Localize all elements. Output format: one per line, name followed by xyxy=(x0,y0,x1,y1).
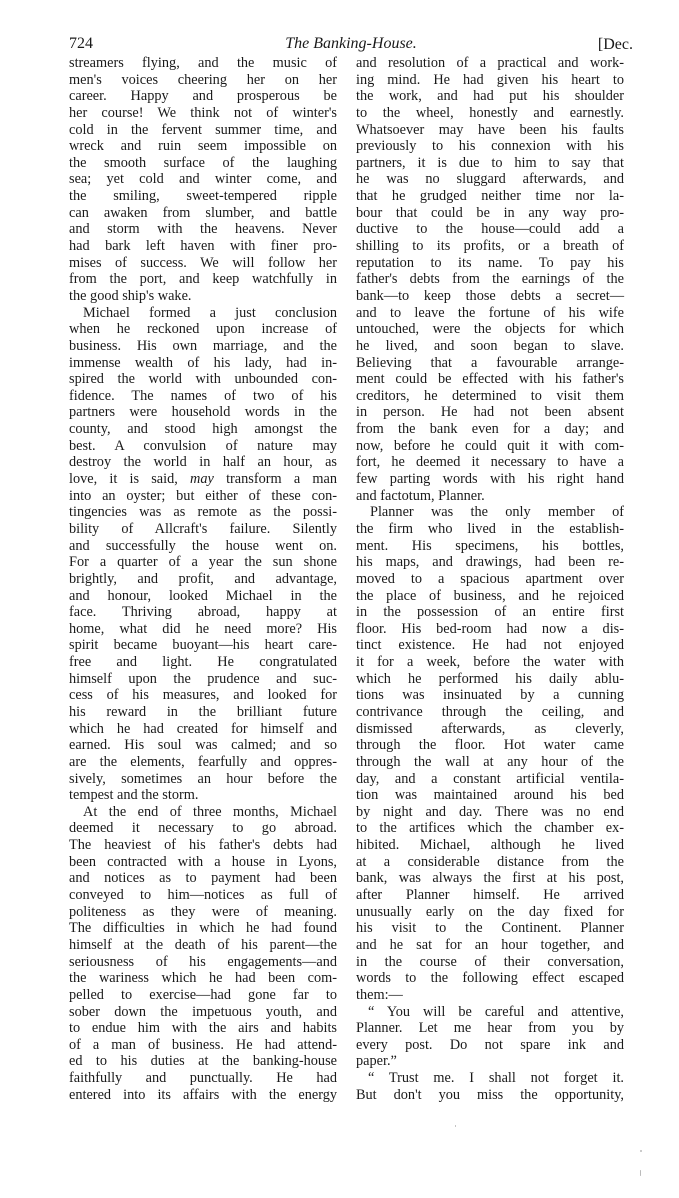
text-line: bility of Allcraft's failure. Silently xyxy=(69,520,337,537)
text-line: and resolution of a practical and work- xyxy=(356,55,624,71)
text-line: bour that could be in any way pro- xyxy=(356,204,624,221)
text-line: career. Happy and prosperous be xyxy=(69,88,337,105)
text-line: words to the following effect escaped xyxy=(356,970,624,987)
text-line: and factotum, Planner. xyxy=(356,487,485,504)
text-line: For a quarter of a year the sun shone xyxy=(69,554,337,571)
text-line: the good ship's wake. xyxy=(69,287,192,304)
text-line: cess of his measures, and looked for xyxy=(69,687,337,704)
text-line: immense wealth of his lady, had in- xyxy=(69,354,337,371)
paper-speck xyxy=(640,1170,641,1176)
running-head xyxy=(69,34,633,54)
text-line: the firm who lived in the establish- xyxy=(356,520,624,537)
text-line: and storm with the heavens. Never xyxy=(69,221,337,238)
text-line: men's voices cheering her on her xyxy=(69,71,337,88)
text-line: The heaviest of his father's debts had xyxy=(69,837,337,854)
text-line: county, and stood high amongst the xyxy=(69,421,337,438)
text-line: them:— xyxy=(356,986,403,1003)
text-line: her course! We think not of winter's xyxy=(69,104,337,121)
text-line: ed to his duties at the banking-house xyxy=(69,1053,337,1070)
text-line: the place of business, and he rejoiced xyxy=(356,587,624,604)
text-line: to the artifices which the chamber ex- xyxy=(356,820,624,837)
text-line: his reward in the brilliant future xyxy=(69,703,337,720)
text-line: entered into its affairs with the energy xyxy=(69,1086,337,1103)
text-line: fort, he deemed it necessary to have a xyxy=(356,454,624,471)
text-line: been contracted with a house in Lyons, xyxy=(69,853,337,870)
text-line: free and light. He congratulated xyxy=(69,654,337,671)
text-line: Planner was the only member of xyxy=(370,504,624,521)
emphasis-word: may xyxy=(190,471,214,488)
text-line: tinct existence. He had not enjoyed xyxy=(356,637,624,654)
text-line: when he reckoned upon increase of xyxy=(69,321,337,338)
text-line: and successfully the house went on. xyxy=(69,537,337,554)
text-line: reputation to its name. To pay his xyxy=(356,254,624,271)
text-line: of a man of business. He had attend- xyxy=(69,1036,337,1053)
text-line: into an oyster; but either of these con- xyxy=(69,487,337,504)
text-line: pelled to exercise—had gone far to xyxy=(69,986,337,1003)
text-line: in person. He had not been absent xyxy=(356,404,624,421)
text-line: contrivance through the ceiling, and xyxy=(356,703,624,720)
paper-speck xyxy=(455,1125,456,1127)
text-line: deemed it necessary to go abroad. xyxy=(69,820,337,837)
text-line: Michael formed a just conclusion xyxy=(83,304,337,321)
text-line: paper.” xyxy=(356,1053,397,1070)
text-line: bank, was always the first at his post, xyxy=(356,870,624,887)
text-line: spired the world with unbounded con- xyxy=(69,371,337,388)
right-text-column xyxy=(356,55,624,1103)
text-line: the wariness which he had been com- xyxy=(69,970,337,987)
text-line: spirit became buoyant—his heart care- xyxy=(69,637,337,654)
text-line: after Planner himself. He arrived xyxy=(356,887,624,904)
text-line: seriousness of his engagements—and xyxy=(69,953,337,970)
text-line: sively, sometimes an hour before the xyxy=(69,770,337,787)
text-line: ment. His specimens, his bottles, xyxy=(356,537,624,554)
text-line: in the course of their conversation, xyxy=(356,953,624,970)
text-line: shilling to its profits, or a breath of xyxy=(356,238,624,255)
text-line: moved to a spacious apartment over xyxy=(356,570,624,587)
text-line: now, before he could quit it with com- xyxy=(356,437,624,454)
page-number: 724 xyxy=(69,35,93,52)
text-line: few parting words with his right hand xyxy=(356,471,624,488)
text-line: mises of success. We will follow her xyxy=(69,254,337,271)
text-line: and honour, looked Michael in the xyxy=(69,587,337,604)
text-line: had bark left haven with finer pro- xyxy=(69,238,337,255)
text-line: Believing that a favourable arrange- xyxy=(356,354,624,371)
text-line: The difficulties in which he had found xyxy=(69,920,337,937)
running-month: [Dec. xyxy=(597,36,633,53)
text-line: At the end of three months, Michael xyxy=(83,803,337,820)
text-line: Whatsoever may have been his faults xyxy=(356,121,624,138)
text-line: himself at the death of his parent—the xyxy=(69,936,337,953)
left-text-column xyxy=(69,55,337,1103)
text-line: himself upon the prudence and suc- xyxy=(69,670,337,687)
text-line: by night and day. There was no end xyxy=(356,803,624,820)
paper-speck xyxy=(640,1150,642,1152)
text-line: through the floor. Hot water came xyxy=(356,737,624,754)
text-line: and he sat for an hour together, and xyxy=(356,936,624,953)
text-line: tempest and the storm. xyxy=(69,787,199,804)
text-line: conveyed to him—notices as full of xyxy=(69,887,337,904)
text-line: to endue him with the airs and habits xyxy=(69,1020,337,1037)
text-line: streamers flying, and the music of xyxy=(69,55,337,71)
text-line: brightly, and profit, and advantage, xyxy=(69,570,337,587)
text-line: love, it is said, may transform a man xyxy=(69,471,337,488)
text-line: to the wheel, honestly and earnestly. xyxy=(356,104,624,121)
text-line: politeness as they were of meaning. xyxy=(69,903,337,920)
text-line: and notices as to payment had been xyxy=(69,870,337,887)
text-line: in the possession of an entire first xyxy=(356,604,624,621)
text-line: through the wall at any hour of the xyxy=(356,753,624,770)
text-line: which he performed his daily ablu- xyxy=(356,670,624,687)
text-line: cold in the fervent summer time, and xyxy=(69,121,337,138)
text-line: previously to his connexion with his xyxy=(356,138,624,155)
text-line: his visit to the Continent. Planner xyxy=(356,920,624,937)
text-line: bank—to keep those debts a secret— xyxy=(356,287,624,304)
text-line: ment could be effected with his father's xyxy=(356,371,624,388)
text-line: he was no sluggard afterwards, and xyxy=(356,171,624,188)
text-line: sober down the impetuous youth, and xyxy=(69,1003,337,1020)
text-line: from the bank even for a day; and xyxy=(356,421,624,438)
text-line: day, and a constant artificial ventila- xyxy=(356,770,624,787)
text-line: sea; yet cold and winter come, and xyxy=(69,171,337,188)
text-line: the smiling, sweet-tempered ripple xyxy=(69,188,337,205)
text-line: the smooth surface of the laughing xyxy=(69,154,337,171)
text-line: that he grudged neither time nor la- xyxy=(356,188,624,205)
text-line: hibited. Michael, although he lived xyxy=(356,837,624,854)
text-line: can awaken from slumber, and battle xyxy=(69,204,337,221)
text-line: dismissed afterwards, as cleverly, xyxy=(356,720,624,737)
text-line: the work, and had put his shoulder xyxy=(356,88,624,105)
text-line: destroy the world in half an hour, as xyxy=(69,454,337,471)
text-line: ductive to the house—could add a xyxy=(356,221,624,238)
text-line: tions was insinuated by a cunning xyxy=(356,687,624,704)
text-line: creditors, he determined to visit them xyxy=(356,387,624,404)
text-line: partners, it is due to him to say that xyxy=(356,154,624,171)
text-line: father's debts from the earnings of the xyxy=(356,271,624,288)
text-line: every post. Do not spare ink and xyxy=(356,1036,624,1053)
text-line: floor. His bed-room had now a dis- xyxy=(356,620,624,637)
text-line: faithfully and punctually. He had xyxy=(69,1070,337,1087)
text-line: “ You will be careful and attentive, xyxy=(368,1003,624,1020)
text-line: tion was maintained around his bed xyxy=(356,787,624,804)
text-line: are the elements, fearfully and oppres- xyxy=(69,753,337,770)
running-title: The Banking-House. xyxy=(285,35,417,52)
text-line: home, what did he need more? His xyxy=(69,620,337,637)
text-line: at a considerable distance from the xyxy=(356,853,624,870)
text-line: untouched, were the objects for which xyxy=(356,321,624,338)
text-line: business. His own marriage, and the xyxy=(69,337,337,354)
text-line: fidence. The names of two of his xyxy=(69,387,337,404)
text-line: “ Trust me. I shall not forget it. xyxy=(368,1070,624,1087)
text-line: Planner. Let me hear from you by xyxy=(356,1020,624,1037)
text-line: face. Thriving abroad, happy at xyxy=(69,604,337,621)
text-line: But don't you miss the opportunity, xyxy=(356,1086,624,1103)
text-line: unusually early on the day fixed for xyxy=(356,903,624,920)
text-line: his maps, and drawings, had been re- xyxy=(356,554,624,571)
text-line: best. A convulsion of nature may xyxy=(69,437,337,454)
text-line: wreck and ruin seem impossible on xyxy=(69,138,337,155)
text-line: it for a week, before the water with xyxy=(356,654,624,671)
text-line: partners were household words in the xyxy=(69,404,337,421)
text-line: from the port, and keep watchfully in xyxy=(69,271,337,288)
text-line: earned. His soul was calmed; and so xyxy=(69,737,337,754)
text-line: he lived, and soon began to slave. xyxy=(356,337,624,354)
text-line: tingencies was as remote as the possi- xyxy=(69,504,337,521)
text-line: ing mind. He had given his heart to xyxy=(356,71,624,88)
text-line: which he had created for himself and xyxy=(69,720,337,737)
text-line: and to leave the fortune of his wife xyxy=(356,304,624,321)
